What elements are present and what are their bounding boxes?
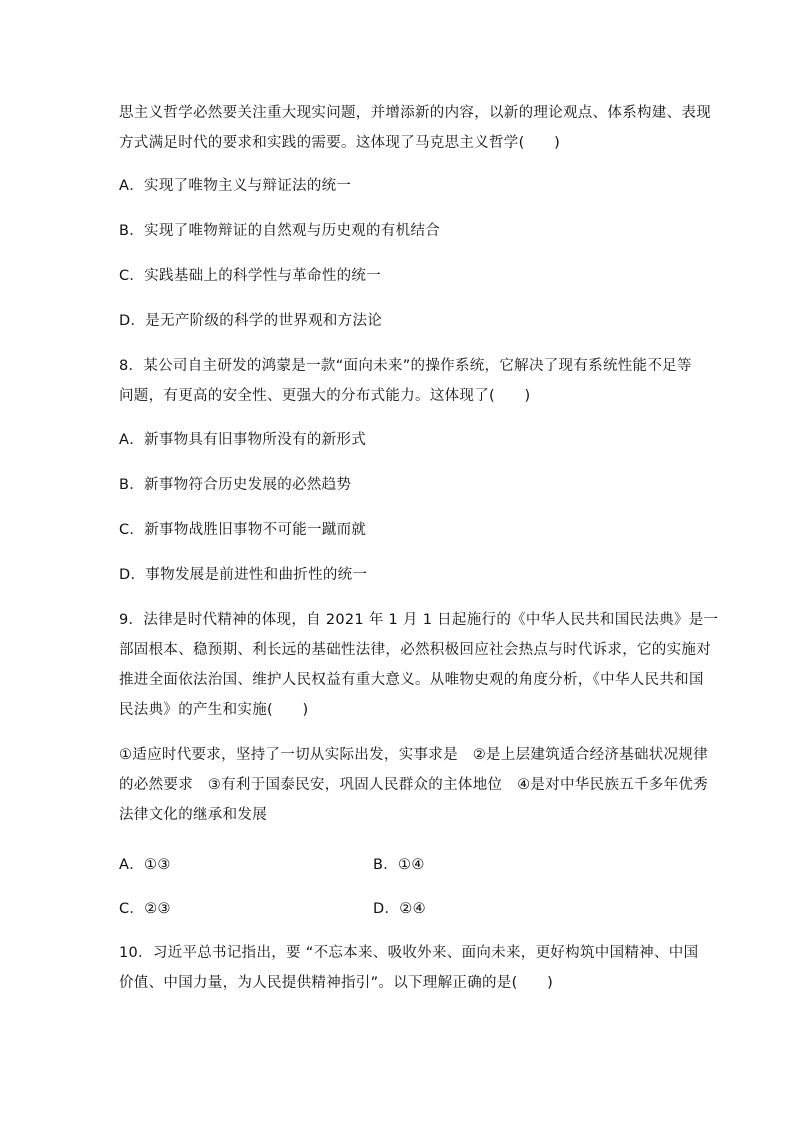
q10-stem-line-1: 10．习近平总书记指出，要 “不忘本来、吸收外来、面向未来，更好构筑中国精神、中国 <box>119 945 699 961</box>
q9-option-d: D．②④ <box>373 901 426 917</box>
q9-option-b: B．①④ <box>373 857 425 873</box>
q7-option-c: C．实践基础上的科学性与革命性的统一 <box>119 268 382 284</box>
q7-stem-line-2: 方式满足时代的要求和实践的需要。这体现了马克思主义哲学( ) <box>119 135 561 151</box>
q9-option-c: C．②③ <box>119 901 171 917</box>
q7-option-a: A．实现了唯物主义与辩证法的统一 <box>119 178 352 194</box>
q8-option-c: C．新事物战胜旧事物不可能一蹴而就 <box>119 522 367 538</box>
q9-statement-line-1: ①适应时代要求，坚持了一切从实际出发，实事求是 ②是上层建筑适合经济基础状况规律 <box>119 747 708 763</box>
q9-stem-line-1: 9．法律是时代精神的体现，自 2021 年 1 月 1 日起施行的《中华人民共和国民法典》是一 <box>119 612 719 628</box>
q9-stem-line-2: 部固根本、稳预期、利长远的基础性法律，必然积极回应社会热点与时代诉求，它的实施对 <box>119 642 711 658</box>
q10-stem-line-2: 价值、中国力量，为人民提供精神指引”。以下理解正确的是( ) <box>119 975 554 991</box>
q7-option-d: D．是无产阶级的科学的世界观和方法论 <box>119 313 383 329</box>
q9-stem-line-3: 推进全面依法治国、维护人民权益有重大意义。从唯物史观的角度分析，《中华人民共和国 <box>119 672 704 688</box>
q9-statement-line-3: 法律文化的继承和发展 <box>119 807 267 823</box>
q8-stem-line-2: 问题，有更高的安全性、更强大的分布式能力。这体现了( ) <box>119 388 531 404</box>
q8-option-d: D．事物发展是前进性和曲折性的统一 <box>119 567 368 583</box>
q9-statement-line-2: 的必然要求 ③有利于国泰民安，巩固人民群众的主体地位 ④是对中华民族五千多年优秀 <box>119 777 708 793</box>
q8-option-b: B．新事物符合历史发展的必然趋势 <box>119 477 352 493</box>
q7-option-b: B．实现了唯物辩证的自然观与历史观的有机结合 <box>119 223 441 239</box>
q9-option-a: A．①③ <box>119 857 171 873</box>
q8-option-a: A．新事物具有旧事物所没有的新形式 <box>119 432 367 448</box>
q7-stem-line-1: 思主义哲学必然要关注重大现实问题，并增添新的内容，以新的理论观点、体系构建、表现 <box>119 105 711 121</box>
q9-stem-line-4: 民法典》的产生和实施( ) <box>119 702 309 718</box>
q8-stem-line-1: 8．某公司自主研发的鸿蒙是一款“面向未来”的操作系统，它解决了现有系统性能不足等 <box>119 358 692 374</box>
